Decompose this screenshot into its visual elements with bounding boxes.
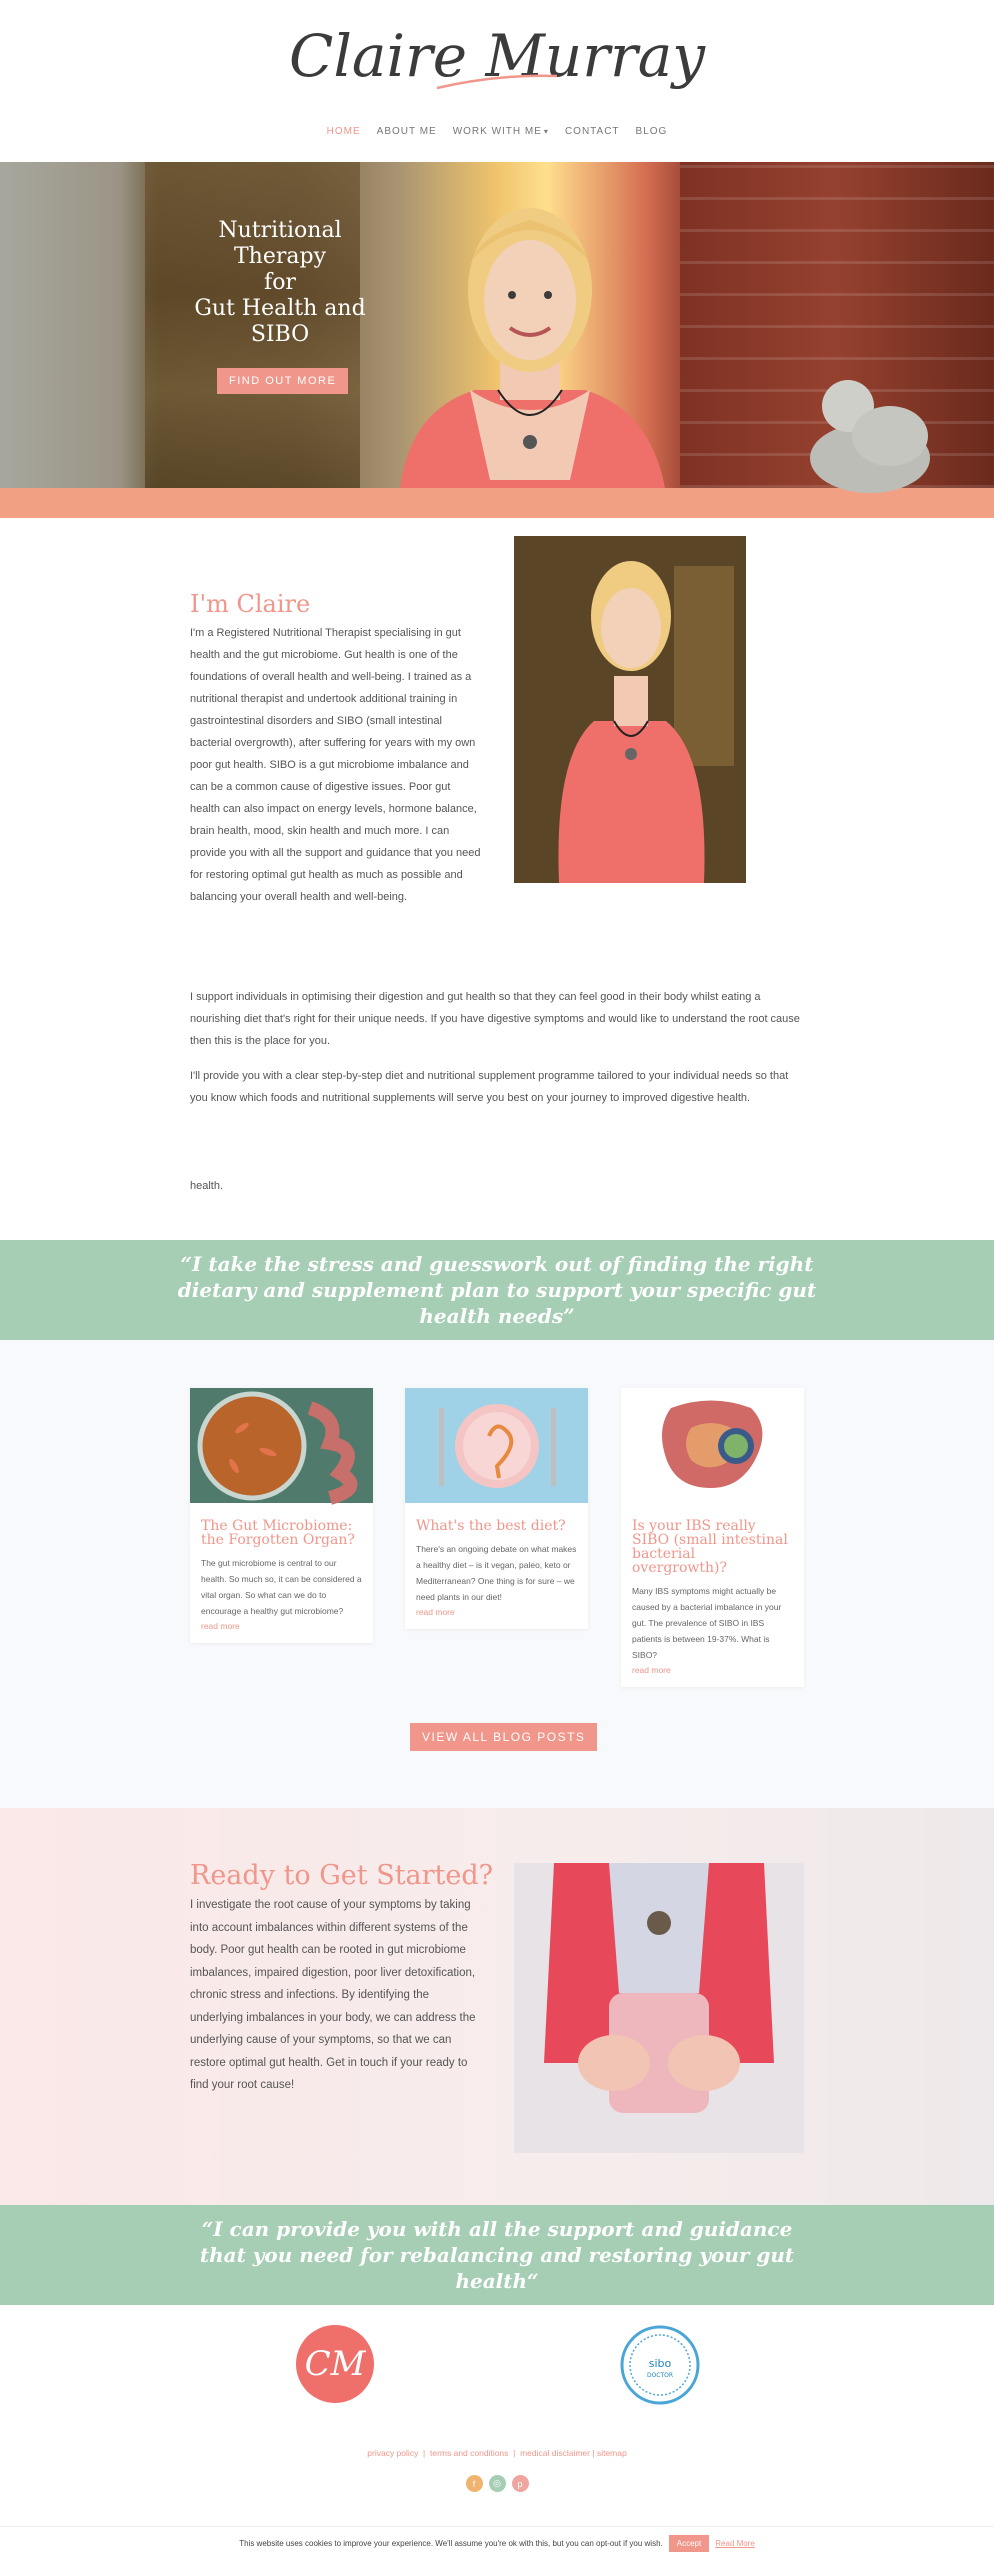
blog-card[interactable] [621, 1388, 804, 1687]
blog-card-excerpt: There's an ongoing debate on what makes a healthy diet – is it vegan, paleo, keto or Mediterranean? One thing is for sure – we need plants in our diet! [416, 1544, 577, 1602]
nav-work-with-me[interactable] [453, 126, 549, 137]
site-footer [0, 2305, 994, 2540]
about-portrait-image [514, 536, 746, 883]
about-paragraph: health. [190, 1180, 224, 1192]
blog-section [0, 1340, 994, 1808]
hero-banner [0, 162, 994, 488]
nav-work-with-me-label: WORK WITH ME [452, 126, 542, 137]
quote-text: “I can provide you with all the support and guidance that you need for rebalancing and restoring your gut health“ [199, 2217, 795, 2293]
site-logo[interactable] [0, 18, 994, 110]
find-out-more-button[interactable]: FIND OUT MORE [217, 368, 348, 394]
view-all-blog-posts-button[interactable]: VIEW ALL BLOG POSTS [410, 1723, 597, 1751]
ready-heading: Ready to Get Started? [190, 1860, 494, 1891]
hero-title-line: Therapy [233, 244, 326, 269]
footer-links: privacy policy | terms and conditions | medical disclaimer | sitemap [367, 2448, 627, 2458]
blog-card[interactable] [405, 1388, 588, 1629]
facebook-icon[interactable]: f [466, 2475, 483, 2492]
sitemap-link[interactable]: sitemap [596, 2448, 627, 2458]
logo-text: Claire Murray [288, 22, 706, 90]
blog-card[interactable] [190, 1388, 373, 1643]
blog-card-excerpt: Many IBS symptoms might actually be caused by a bacterial imbalance in your gut. The prevalence of SIBO in IBS patients is between 19-37%. What is SIBO? [632, 1586, 782, 1660]
site-header [0, 0, 994, 162]
chevron-down-icon: ▾ [543, 127, 549, 136]
nav-blog[interactable]: BLOG [635, 126, 668, 137]
hero-title-line: SIBO [250, 322, 310, 347]
quote-text: “I take the stress and guesswork out of finding the right dietary and supplement plan to support your specific gut health needs” [177, 1252, 817, 1328]
blog-card-title[interactable]: What's the best diet? [416, 1518, 566, 1534]
about-heading: I'm Claire [190, 590, 311, 618]
instagram-icon[interactable]: ◎ [489, 2475, 506, 2492]
read-more-link[interactable]: read more [416, 1607, 455, 1617]
hero-title-line: Nutritional [218, 218, 342, 243]
main-nav [0, 126, 994, 137]
sibo-doctor-badge [620, 2325, 700, 2405]
ready-paragraph: I investigate the root cause of your symptoms by taking into account imbalances within different systems of the body. Poor gut health can be rooted in gut microbiome imbalances, impaired digestion, poor liver detoxification, chronic stress and infections. By identifying the underlying imbalances in your body, we can address the underlying cause of your symptoms, so that we can restore optimal gut health. Get in touch if your ready to find your root cause! [190, 1899, 476, 2091]
accept-cookies-button[interactable]: Accept [669, 2535, 709, 2552]
hero-buddha-statue-image [790, 358, 940, 488]
privacy-policy-link[interactable]: privacy policy [367, 2448, 419, 2458]
about-paragraph: I support individuals in optimising their digestion and gut health so that they can feel good in their body whilst eating a nourishing diet that's right for their unique needs. If you have digestive symptoms and would like to understand the root cause then this is the place for you. [190, 991, 800, 1047]
salmon-divider [0, 488, 994, 518]
plate-tape-measure-image [405, 1388, 588, 1503]
pinterest-icon[interactable]: p [512, 2475, 529, 2492]
read-more-link[interactable]: read more [201, 1621, 240, 1631]
gut-microbiome-image [190, 1388, 373, 1503]
blog-card-title[interactable]: Is your IBS really SIBO (small intestinal bacterial overgrowth)? [632, 1518, 788, 1576]
read-more-link[interactable]: read more [632, 1665, 671, 1675]
cookie-bar [0, 2526, 994, 2560]
sibo-badge-text: sibo [648, 2357, 672, 2370]
quote-banner [0, 1240, 994, 1340]
hero-title-line: Gut Health and [194, 296, 366, 321]
social-icons [0, 2475, 994, 2492]
about-paragraph: I'm a Registered Nutritional Therapist specialising in gut health and the gut microbiome. Gut health is one of the foundations of overall health and well-being. I trained as a nutritional therapist and undertook additional training in gastrointestinal disorders and SIBO (small intestinal bacterial overgrowth), after suffering for years with my own poor gut health. SIBO is a gut microbiome imbalance and can be a common cause of digestive issues. Poor gut health can also impact on energy levels, hormone balance, brain health, mood, skin health and much more. I can provide you with all the support and guidance that you need for restoring optimal gut health as much as possible and balancing your overall health and well-being. [190, 627, 481, 903]
mug-hands-image [514, 1863, 804, 2153]
nav-about-me[interactable]: ABOUT ME [376, 126, 437, 137]
about-paragraph: I'll provide you with a clear step-by-step diet and nutritional supplement programme tailored to your individual needs so that you know which foods and nutritional supplements will serve you best on your journey to improved digestive health. [190, 1070, 789, 1104]
nav-home[interactable]: HOME [326, 126, 361, 137]
cm-logo: CM [296, 2325, 374, 2403]
about-section [0, 518, 994, 1240]
nav-contact[interactable]: CONTACT [564, 126, 620, 137]
intestines-illustration-image [621, 1388, 804, 1503]
blog-card-title[interactable]: The Gut Microbiome: the Forgotten Organ? [201, 1518, 355, 1548]
terms-link[interactable]: terms and conditions [429, 2448, 509, 2458]
hero-title-line: for [264, 270, 296, 295]
ready-section [0, 1808, 994, 2205]
hero-portrait-image [380, 180, 680, 488]
hero-title [180, 218, 380, 348]
read-more-link[interactable]: Read More [715, 2539, 755, 2548]
quote-banner-2 [0, 2205, 994, 2305]
blog-card-excerpt: The gut microbiome is central to our health. So much so, it can be considered a vital organ. So what can we do to encourage a healthy gut microbiome? [201, 1558, 362, 1616]
cookie-text: This website uses cookies to improve your experience. We'll assume you're ok with this, but you can opt-out if you wish. [239, 2539, 663, 2548]
medical-disclaimer-link[interactable]: medical disclaimer [520, 2448, 590, 2458]
sibo-badge-subtext: DOCTOR [646, 2372, 674, 2379]
